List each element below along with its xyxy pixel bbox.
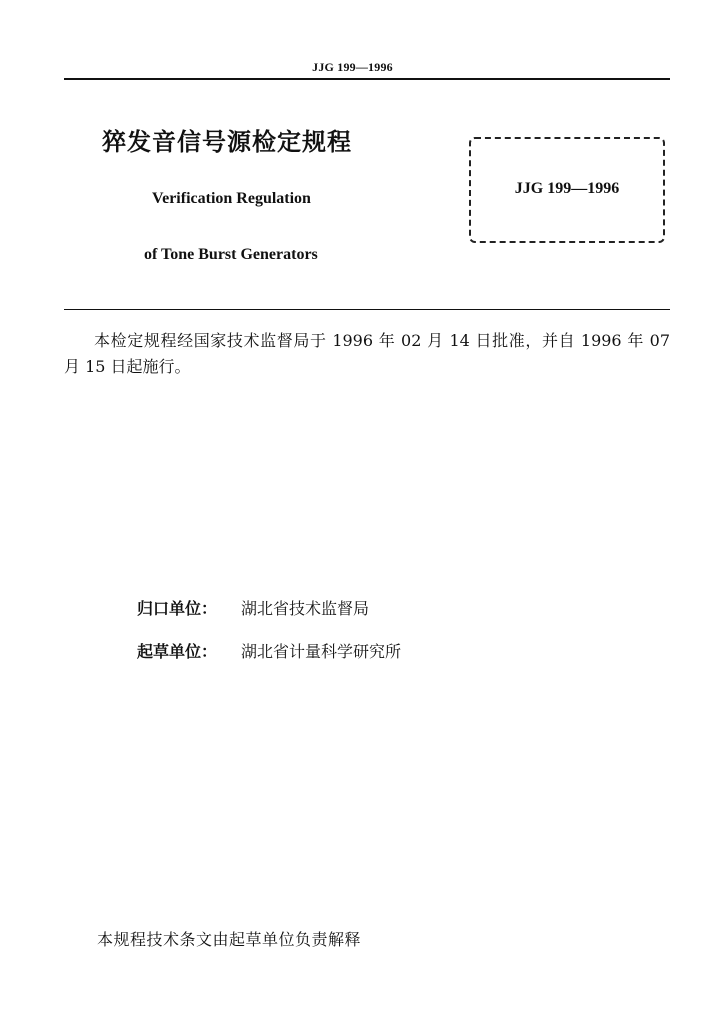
drafting-unit-value: 湖北省计量科学研究所: [241, 642, 402, 661]
standard-code-box-text: JJG 199—1996: [514, 180, 620, 197]
responsible-unit-row: [137, 596, 369, 619]
title-divider: [64, 309, 670, 310]
responsible-unit-value: 湖北省技术监督局: [241, 599, 370, 618]
header-standard-code: JJG 199—1996: [312, 60, 393, 74]
responsible-unit-label: 归口单位：: [137, 599, 218, 618]
header-divider: [64, 78, 670, 80]
drafting-unit-row: [137, 639, 401, 662]
interpretation-note: 本规程技术条文由起草单位负责解释: [97, 930, 362, 949]
document-title-english-line1: Verification Regulation: [152, 190, 311, 207]
document-title-english-line2: of Tone Burst Generators: [144, 246, 318, 263]
approval-statement: 本检定规程经国家技术监督局于 1996 年 02 月 14 日批准，并自 1996 年 07 月 15 日起施行。: [64, 331, 670, 376]
drafting-unit-label: 起草单位：: [137, 642, 218, 661]
document-title-chinese: 猝发音信号源检定规程: [102, 128, 352, 156]
